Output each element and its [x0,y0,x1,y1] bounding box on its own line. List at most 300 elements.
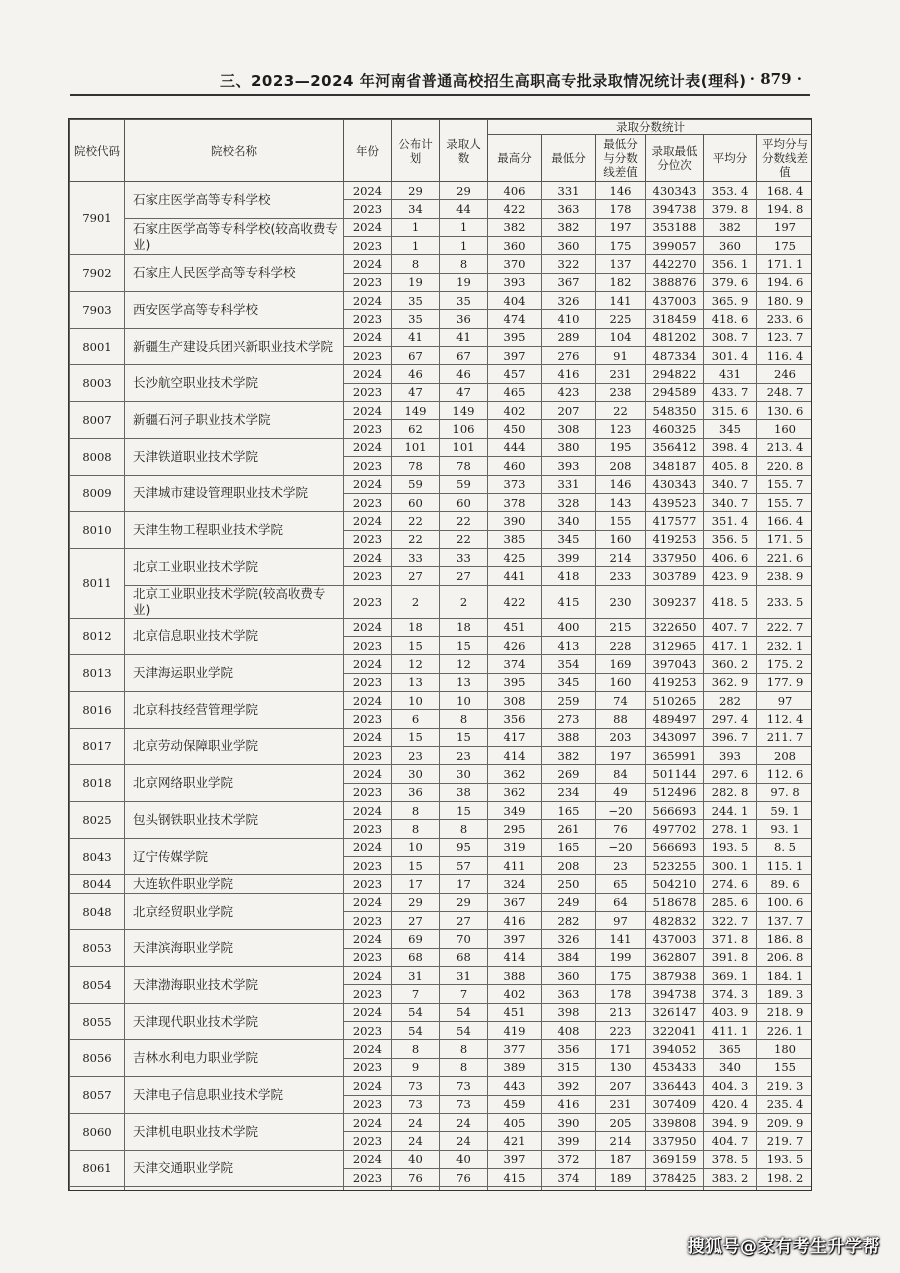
year-cell: 2023 [344,1132,392,1150]
min-diff-cell: 84 [596,765,646,783]
min-diff-cell: 91 [596,347,646,365]
max-score-cell: 362 [488,783,542,801]
year-cell: 2023 [344,857,392,875]
year-cell: 2024 [344,328,392,346]
plan-cell: 30 [392,765,440,783]
plan-cell: 31 [392,967,440,985]
school-name-cell: 天津海运职业学院 [125,655,344,692]
min-rank-cell: 501144 [646,765,704,783]
plan-cell: 24 [392,1132,440,1150]
plan-cell: 7 [392,985,440,1003]
avg-score-cell: 340. 7 [704,493,757,511]
avg-score-cell: 301. 4 [704,347,757,365]
table-row [70,967,813,985]
min-score-cell: 418 [542,567,596,585]
avg-score-cell: 398. 4 [704,438,757,456]
table-row [70,875,813,893]
plan-cell: 23 [392,746,440,764]
school-name-cell: 北京工业职业技术学院(较高收费专业) [125,585,344,618]
min-rank-cell: 453433 [646,1058,704,1076]
min-score-cell: 345 [542,530,596,548]
min-diff-cell: 141 [596,292,646,310]
avg-score-cell: 404. 3 [704,1077,757,1095]
avg-diff-cell: 177. 9 [757,673,813,691]
year-cell: 2024 [344,1003,392,1021]
avg-score-cell: 417. 1 [704,636,757,654]
enrolled-cell: 8 [440,1058,488,1076]
min-score-cell: 380 [542,438,596,456]
plan-cell: 8 [392,820,440,838]
enrolled-cell: 33 [440,548,488,566]
header-enrolled: 录取人数 [440,120,488,182]
min-diff-cell: 208 [596,457,646,475]
school-name-cell: 吉林水利电力职业学院 [125,1040,344,1077]
page-header [70,70,810,96]
year-cell [344,1187,392,1191]
min-diff-cell: 214 [596,548,646,566]
avg-diff-cell: 208 [757,746,813,764]
max-score-cell: 362 [488,765,542,783]
max-score-cell: 295 [488,820,542,838]
max-score-cell: 460 [488,457,542,475]
year-cell: 2024 [344,218,392,236]
min-diff-cell: 182 [596,273,646,291]
avg-score-cell: 378. 5 [704,1150,757,1168]
avg-score-cell [704,1187,757,1191]
max-score-cell: 370 [488,255,542,273]
min-diff-cell: 197 [596,746,646,764]
enrolled-cell: 41 [440,328,488,346]
max-score-cell: 422 [488,585,542,618]
table-row [70,548,813,566]
year-cell: 2023 [344,567,392,585]
min-rank-cell: 566693 [646,838,704,856]
school-code-cell: 8061 [70,1150,125,1187]
min-rank-cell: 487334 [646,347,704,365]
table-row [70,402,813,420]
enrolled-cell: 106 [440,420,488,438]
avg-score-cell: 282. 8 [704,783,757,801]
school-code-cell: 8056 [70,1040,125,1077]
min-diff-cell: 104 [596,328,646,346]
avg-score-cell: 360. 2 [704,655,757,673]
min-rank-cell: 566693 [646,802,704,820]
enrolled-cell: 22 [440,512,488,530]
plan-cell: 78 [392,457,440,475]
avg-score-cell: 396. 7 [704,728,757,746]
avg-score-cell: 374. 3 [704,985,757,1003]
plan-cell: 34 [392,200,440,218]
plan-cell: 1 [392,237,440,255]
school-name-cell: 辽宁传媒学院 [125,838,344,875]
enrolled-cell: 13 [440,673,488,691]
max-score-cell: 465 [488,383,542,401]
max-score-cell: 416 [488,912,542,930]
min-score-cell: 416 [542,365,596,383]
min-diff-cell: 143 [596,493,646,511]
year-cell: 2024 [344,182,392,200]
table-row [70,1150,813,1168]
enrolled-cell: 17 [440,875,488,893]
min-score-cell: 360 [542,967,596,985]
max-score-cell: 414 [488,948,542,966]
school-code-cell: 8009 [70,475,125,512]
min-rank-cell: 460325 [646,420,704,438]
min-score-cell: 413 [542,636,596,654]
avg-score-cell: 423. 9 [704,567,757,585]
min-score-cell: 399 [542,1132,596,1150]
min-diff-cell: 205 [596,1113,646,1131]
max-score-cell: 426 [488,636,542,654]
min-score-cell: 372 [542,1150,596,1168]
year-cell: 2023 [344,636,392,654]
school-code-cell: 8057 [70,1077,125,1114]
min-score-cell: 415 [542,585,596,618]
avg-diff-cell: 226. 1 [757,1022,813,1040]
min-rank-cell: 303789 [646,567,704,585]
school-code-cell: 8011 [70,548,125,618]
plan-cell: 101 [392,438,440,456]
avg-score-cell: 418. 5 [704,585,757,618]
enrolled-cell: 27 [440,912,488,930]
school-name-cell: 天津电子信息职业技术学院 [125,1077,344,1114]
header-min: 最低分 [542,135,596,182]
avg-score-cell: 300. 1 [704,857,757,875]
min-rank-cell: 419253 [646,673,704,691]
max-score-cell: 349 [488,802,542,820]
min-rank-cell: 388876 [646,273,704,291]
min-diff-cell: 230 [596,585,646,618]
min-diff-cell: 141 [596,930,646,948]
school-code-cell: 8008 [70,438,125,475]
enrolled-cell: 70 [440,930,488,948]
school-name-cell: 西安医学高等专科学校 [125,292,344,329]
min-rank-cell: 312965 [646,636,704,654]
min-score-cell: 416 [542,1095,596,1113]
min-diff-cell: 74 [596,691,646,709]
avg-diff-cell: 198. 2 [757,1168,813,1186]
max-score-cell: 415 [488,1168,542,1186]
min-rank-cell: 294822 [646,365,704,383]
min-rank-cell: 439523 [646,493,704,511]
enrolled-cell: 46 [440,365,488,383]
enrolled-cell: 8 [440,820,488,838]
school-code-cell: 8010 [70,512,125,549]
year-cell: 2023 [344,912,392,930]
min-diff-cell: 64 [596,893,646,911]
min-score-cell: 400 [542,618,596,636]
min-rank-cell: 337950 [646,1132,704,1150]
min-diff-cell: 233 [596,567,646,585]
min-diff-cell: 160 [596,673,646,691]
enrolled-cell: 57 [440,857,488,875]
school-name-cell: 石家庄医学高等专科学校(较高收费专业) [125,218,344,255]
year-cell: 2024 [344,655,392,673]
school-name-cell: 新疆生产建设兵团兴新职业技术学院 [125,328,344,365]
enrolled-cell: 59 [440,475,488,493]
max-score-cell: 444 [488,438,542,456]
max-score-cell: 425 [488,548,542,566]
avg-score-cell: 371. 8 [704,930,757,948]
year-cell: 2023 [344,420,392,438]
plan-cell: 13 [392,673,440,691]
max-score-cell: 397 [488,347,542,365]
header-min-diff: 最低分与分数线差值 [596,135,646,182]
school-name-cell: 北京工业职业技术学院 [125,548,344,585]
min-rank-cell: 510265 [646,691,704,709]
school-code-cell: 8012 [70,618,125,655]
min-score-cell: 410 [542,310,596,328]
enrolled-cell: 24 [440,1132,488,1150]
min-rank-cell: 497702 [646,820,704,838]
plan-cell: 19 [392,273,440,291]
avg-score-cell: 345 [704,420,757,438]
avg-score-cell: 356. 5 [704,530,757,548]
year-cell: 2023 [344,493,392,511]
min-diff-cell: 171 [596,1040,646,1058]
min-diff-cell: 137 [596,255,646,273]
table-row [70,585,813,618]
avg-score-cell: 244. 1 [704,802,757,820]
avg-score-cell: 360 [704,237,757,255]
enrolled-cell: 10 [440,691,488,709]
school-code-cell: 8016 [70,691,125,728]
avg-diff-cell: 186. 8 [757,930,813,948]
avg-diff-cell: 155 [757,1058,813,1076]
enrolled-cell: 8 [440,1040,488,1058]
plan-cell: 59 [392,475,440,493]
min-score-cell: 315 [542,1058,596,1076]
min-score-cell: 289 [542,328,596,346]
plan-cell: 1 [392,218,440,236]
school-name-cell: 石家庄人民医学高等专科学校 [125,255,344,292]
avg-diff-cell: 220. 8 [757,457,813,475]
school-code-cell: 8048 [70,893,125,930]
min-diff-cell: 228 [596,636,646,654]
max-score-cell: 360 [488,237,542,255]
min-score-cell: 392 [542,1077,596,1095]
max-score-cell: 417 [488,728,542,746]
plan-cell: 68 [392,948,440,966]
min-rank-cell: 378425 [646,1168,704,1186]
min-diff-cell: 146 [596,182,646,200]
max-score-cell: 404 [488,292,542,310]
school-name-cell: 天津渤海职业技术学院 [125,967,344,1004]
min-diff-cell: 178 [596,200,646,218]
min-diff-cell: 146 [596,475,646,493]
plan-cell: 15 [392,636,440,654]
avg-diff-cell: 180 [757,1040,813,1058]
year-cell: 2023 [344,273,392,291]
table-row [70,765,813,783]
year-cell: 2024 [344,765,392,783]
max-score-cell: 397 [488,930,542,948]
min-diff-cell: 49 [596,783,646,801]
min-score-cell: 356 [542,1040,596,1058]
plan-cell: 15 [392,857,440,875]
school-code-cell: 8044 [70,875,125,893]
min-rank-cell: 337950 [646,548,704,566]
min-score-cell: 363 [542,200,596,218]
avg-score-cell: 365 [704,1040,757,1058]
min-diff-cell: 23 [596,857,646,875]
avg-diff-cell: 184. 1 [757,967,813,985]
min-score-cell: 328 [542,493,596,511]
table-row [70,218,813,236]
max-score-cell: 474 [488,310,542,328]
min-rank-cell: 307409 [646,1095,704,1113]
school-name-cell: 北京经贸职业学院 [125,893,344,930]
avg-score-cell: 308. 7 [704,328,757,346]
avg-diff-cell: 189. 3 [757,985,813,1003]
min-diff-cell: 199 [596,948,646,966]
plan-cell: 73 [392,1077,440,1095]
avg-score-cell: 351. 4 [704,512,757,530]
plan-cell: 76 [392,1168,440,1186]
min-rank-cell: 339808 [646,1113,704,1131]
plan-cell: 9 [392,1058,440,1076]
admission-table-frame [68,118,812,1191]
min-score-cell: 374 [542,1168,596,1186]
avg-diff-cell: 219. 3 [757,1077,813,1095]
avg-diff-cell: 166. 4 [757,512,813,530]
year-cell: 2024 [344,618,392,636]
avg-score-cell: 431 [704,365,757,383]
school-code-cell: 8001 [70,328,125,365]
year-cell: 2024 [344,548,392,566]
header-max: 最高分 [488,135,542,182]
year-cell: 2024 [344,691,392,709]
min-rank-cell: 399057 [646,237,704,255]
min-rank-cell: 481202 [646,328,704,346]
max-score-cell: 443 [488,1077,542,1095]
avg-diff-cell: 175 [757,237,813,255]
plan-cell: 10 [392,838,440,856]
avg-diff-cell: 112. 4 [757,710,813,728]
table-body [70,182,813,1192]
min-rank-cell: 437003 [646,930,704,948]
min-rank-cell: 387938 [646,967,704,985]
plan-cell: 12 [392,655,440,673]
avg-score-cell: 411. 1 [704,1022,757,1040]
school-name-cell: 天津机电职业技术学院 [125,1113,344,1150]
avg-diff-cell: 155. 7 [757,475,813,493]
enrolled-cell: 35 [440,292,488,310]
min-diff-cell: 88 [596,710,646,728]
page-title: 三、2023—2024 年河南省普通高校招生高职高专批录取情况统计表(理科) [220,72,747,90]
avg-diff-cell: 193. 5 [757,1150,813,1168]
plan-cell: 29 [392,182,440,200]
min-diff-cell: 175 [596,237,646,255]
avg-diff-cell: 246 [757,365,813,383]
avg-diff-cell: 97. 8 [757,783,813,801]
min-rank-cell: 348187 [646,457,704,475]
min-score-cell: 234 [542,783,596,801]
enrolled-cell: 15 [440,728,488,746]
table-row [70,802,813,820]
enrolled-cell: 2 [440,585,488,618]
min-rank-cell: 353188 [646,218,704,236]
avg-diff-cell: 100. 6 [757,893,813,911]
avg-score-cell: 407. 7 [704,618,757,636]
max-score-cell: 402 [488,402,542,420]
enrolled-cell: 78 [440,457,488,475]
max-score-cell: 451 [488,618,542,636]
table-row [70,618,813,636]
enrolled-cell: 60 [440,493,488,511]
min-score-cell: 208 [542,857,596,875]
enrolled-cell: 101 [440,438,488,456]
school-name-cell: 天津交通职业学院 [125,1150,344,1187]
plan-cell: 73 [392,1095,440,1113]
year-cell: 2023 [344,585,392,618]
school-code-cell: 8055 [70,1003,125,1040]
min-score-cell: 340 [542,512,596,530]
plan-cell: 15 [392,728,440,746]
avg-score-cell: 278. 1 [704,820,757,838]
max-score-cell: 356 [488,710,542,728]
school-code-cell: 8007 [70,402,125,439]
plan-cell: 67 [392,347,440,365]
max-score-cell: 419 [488,1022,542,1040]
school-name-cell: 北京科技经营管理学院 [125,691,344,728]
min-score-cell: 207 [542,402,596,420]
plan-cell: 60 [392,493,440,511]
school-name-cell: 大连软件职业学院 [125,875,344,893]
min-score-cell: 360 [542,237,596,255]
max-score-cell: 441 [488,567,542,585]
school-code-cell: 7902 [70,255,125,292]
min-rank-cell: 419253 [646,530,704,548]
min-rank-cell: 504210 [646,875,704,893]
avg-diff-cell: 160 [757,420,813,438]
school-code-cell: 8017 [70,728,125,765]
avg-diff-cell: 180. 9 [757,292,813,310]
table-row [70,365,813,383]
min-rank-cell: 489497 [646,710,704,728]
year-cell: 2024 [344,1150,392,1168]
avg-diff-cell: 97 [757,691,813,709]
avg-diff-cell: 171. 1 [757,255,813,273]
header-score-group: 录取分数统计 [488,120,813,135]
avg-diff-cell [757,1187,813,1191]
year-cell: 2023 [344,1022,392,1040]
year-cell: 2023 [344,948,392,966]
avg-diff-cell: 219. 7 [757,1132,813,1150]
year-cell: 2024 [344,402,392,420]
school-code-cell: 8060 [70,1113,125,1150]
school-code-cell: 7901 [70,182,125,255]
enrolled-cell: 12 [440,655,488,673]
max-score-cell [488,1187,542,1191]
year-cell: 2023 [344,237,392,255]
min-score-cell: 282 [542,912,596,930]
avg-diff-cell: 222. 7 [757,618,813,636]
min-rank-cell: 326147 [646,1003,704,1021]
min-rank-cell: 518678 [646,893,704,911]
avg-diff-cell: 221. 6 [757,548,813,566]
avg-diff-cell: 123. 7 [757,328,813,346]
school-name-cell: 长沙航空职业技术学院 [125,365,344,402]
plan-cell: 22 [392,512,440,530]
avg-score-cell: 274. 6 [704,875,757,893]
avg-diff-cell: 155. 7 [757,493,813,511]
min-score-cell: 384 [542,948,596,966]
year-cell: 2023 [344,746,392,764]
avg-score-cell: 382 [704,218,757,236]
enrolled-cell: 24 [440,1113,488,1131]
min-diff-cell: 223 [596,1022,646,1040]
